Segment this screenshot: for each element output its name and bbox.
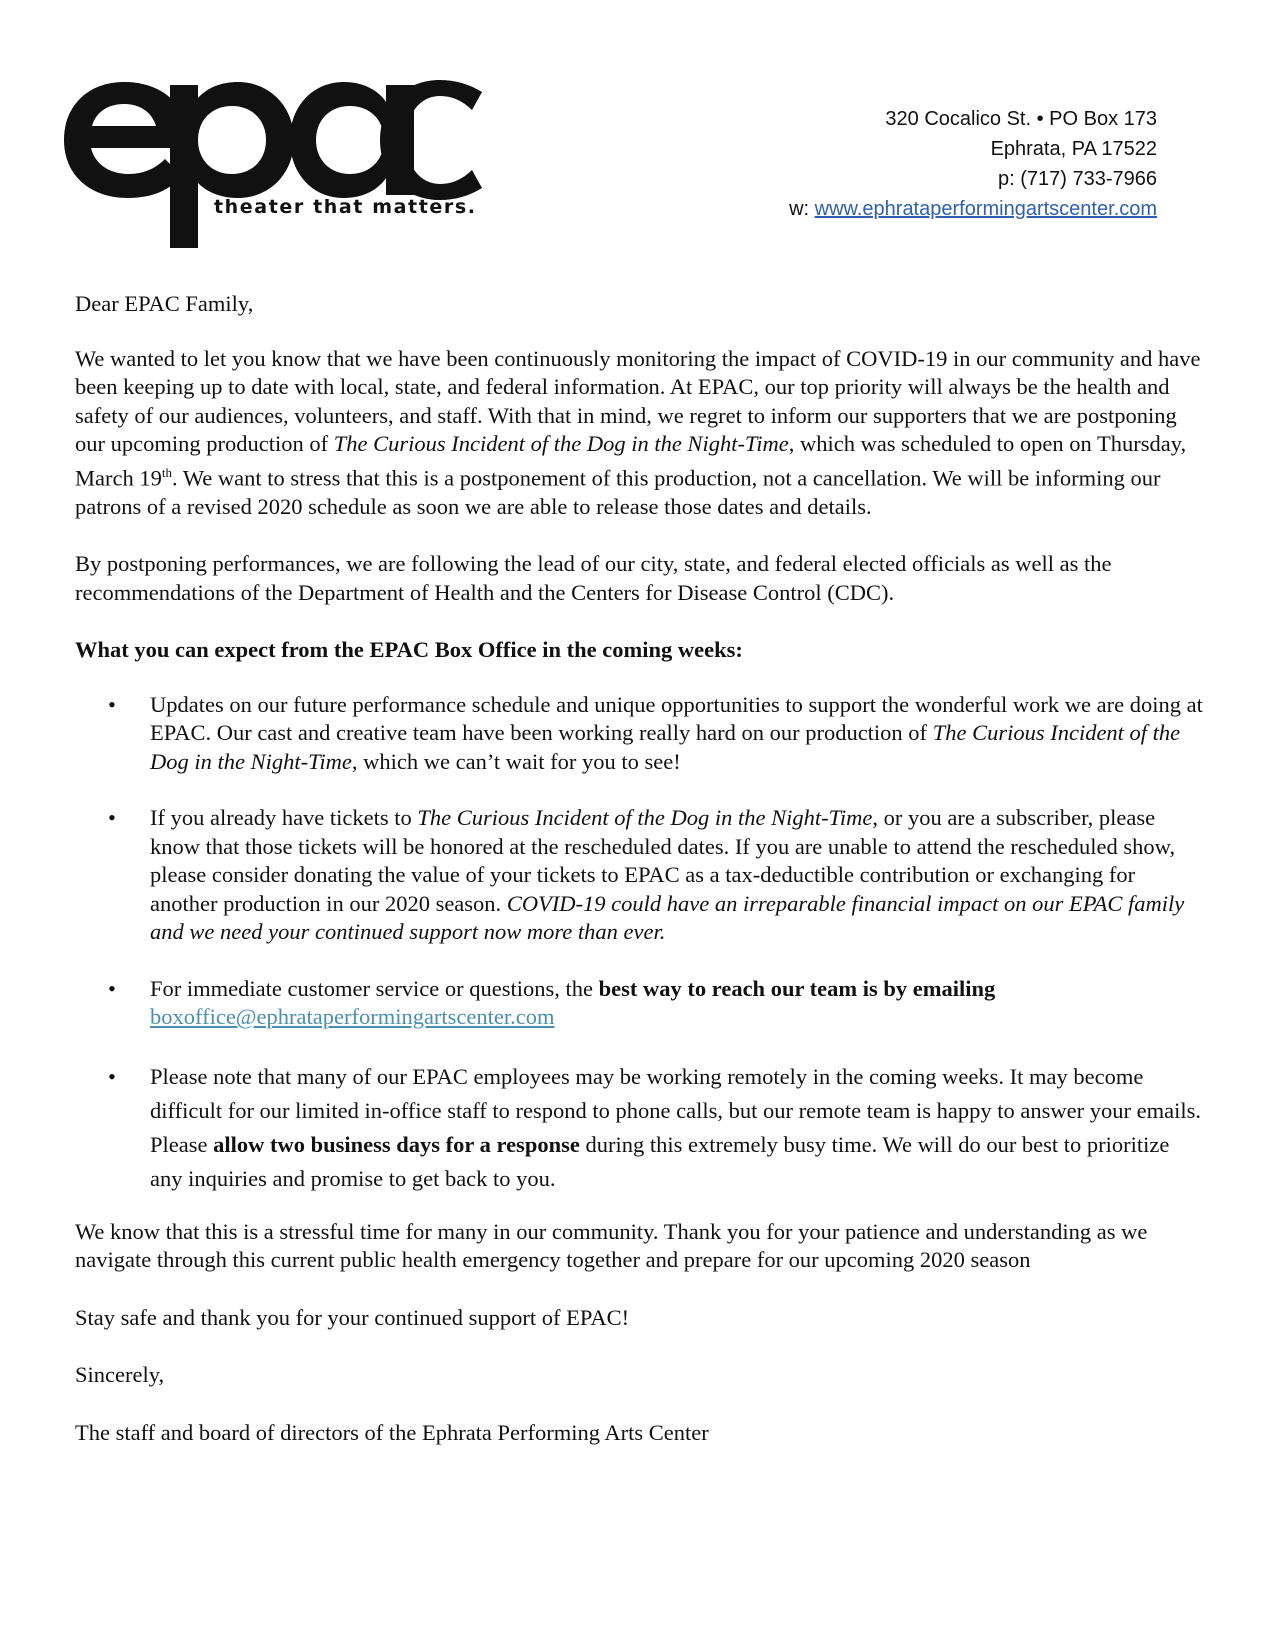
address-block (789, 104, 1157, 224)
bullet1-text-b: , which we can’t wait for you to see! (351, 748, 681, 774)
greeting: Dear EPAC Family, (75, 291, 254, 316)
paragraph-3: We know that this is a stressful time for many in our community. Thank you for your patience and understanding as we navigate through this current public health emergency together and prepare for our upcoming 2020 season (75, 1218, 1148, 1272)
list-item (75, 1060, 1205, 1196)
epac-logo-graphic (62, 70, 482, 260)
bullet4-text-b: during this extremely busy time. We will do our best to prioritize any inquiries and promise to get back to you. (150, 1131, 1170, 1191)
closing: Sincerely, (75, 1362, 165, 1387)
bullet2-text-a: If you already have tickets to (150, 805, 418, 830)
section-heading: What you can expect from the EPAC Box Office in the coming weeks: (75, 637, 743, 662)
bullet-icon: • (108, 691, 116, 717)
p1-text-a: We wanted to let you know that we have been continuously monitoring the impact of COVID-19 in our community and have been keeping up to date with local, state, and federal information. At EPAC, our top priority will always be the health and safety of our audiences, volunteers, and staff. With that in mind, we regret to inform our supporters that we are postponing our upcoming production of (75, 345, 1201, 456)
expectations-list (75, 691, 1205, 1196)
signature: The staff and board of directors of the Ephrata Performing Arts Center (75, 1419, 709, 1445)
paragraph-1 (75, 345, 1205, 522)
bullet2-show-title: The Curious Incident of the Dog in the Night-Time (417, 805, 873, 830)
p1-text-c: . We want to stress that this is a postponement of this production, not a cancellation. We will be informing our patrons of a revised 2020 schedule as soon we are able to release those dates and details. (75, 465, 1161, 519)
letter-body (75, 290, 1205, 1447)
epac-logo (62, 70, 482, 260)
logo-tagline: theater that matters. (214, 196, 477, 218)
p1-show-title: The Curious Incident of the Dog in the Night-Time (333, 431, 789, 456)
bullet3-text-a: For immediate customer service or questions, the (150, 975, 599, 1001)
website-link[interactable]: www.ephrataperformingartscenter.com (814, 198, 1157, 220)
address-street: 320 Cocalico St. • PO Box 173 (885, 108, 1157, 130)
bullet4-bold: allow two business days for a response (213, 1131, 580, 1157)
bullet-icon: • (108, 805, 116, 830)
paragraph-2: By postponing performances, we are following the lead of our city, state, and federal elected officials as well as the recommendations of the Department of Health and the Centers for Disease Control (CDC). (75, 551, 1112, 605)
p1-superscript: th (161, 464, 172, 480)
p1-text-b: , which was scheduled to open on Thursday, March 19 (75, 431, 1187, 490)
list-item (75, 804, 1205, 947)
bullet4-text-a: Please note that many of our EPAC employees may be working remotely in the coming weeks. It may become difficult for our limited in-office staff to respond to phone calls, but our remote team is happy to answer your emails. Please (150, 1063, 1201, 1157)
address-city: Ephrata, PA 17522 (990, 138, 1157, 160)
bullet1-text-a: Updates on our future performance schedule and unique opportunities to support the wonderful work we are doing at EPAC. Our cast and creative team have been working really hard on our production of (150, 691, 1203, 745)
bullet-icon: • (108, 1063, 116, 1089)
bullet3-bold: best way to reach our team is by emailing (598, 975, 996, 1001)
bullet1-show-title: The Curious Incident of the Dog in the Night-Time (150, 720, 1181, 774)
paragraph-4: Stay safe and thank you for your continued support of EPAC! (75, 1304, 630, 1330)
bullet2-text-b: , or you are a subscriber, please know that those tickets will be honored at the rescheduled dates. If you are unable to attend the rescheduled show, please consider donating the value of your tickets to EPAC as a tax-deductible contribution or exchanging for another production in our 2020 season. (150, 805, 1176, 916)
web-prefix: w: (789, 198, 815, 220)
boxoffice-email-link[interactable]: boxoffice@ephrataperformingartscenter.com (150, 1004, 555, 1029)
bullet-icon: • (108, 975, 116, 1001)
list-item (75, 975, 1205, 1032)
address-web (789, 194, 1157, 224)
bullet2-italic-appeal: COVID-19 could have an irreparable financial impact on our EPAC family and we need your continued support now more than ever. (150, 890, 1185, 944)
list-item (75, 691, 1205, 777)
address-phone: p: (717) 733-7966 (997, 168, 1157, 190)
